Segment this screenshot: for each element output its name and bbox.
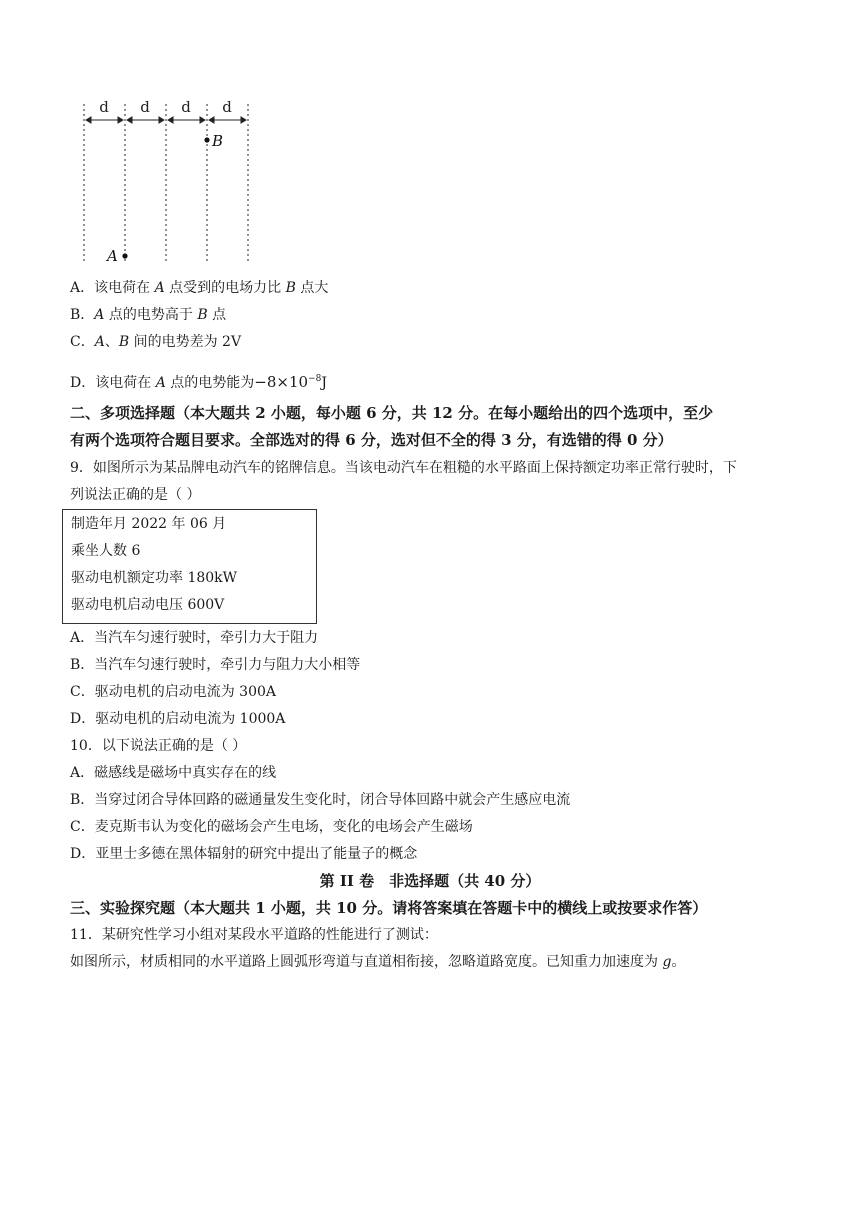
section3-title: 三、实验探究题（本大题共 1 小题，共 10 分。请将答案填在答题卡中的横线上或按要求作答） <box>70 899 708 917</box>
part2-title: 第 II 卷 非选择题（共 40 分） <box>319 872 541 890</box>
point-a <box>122 253 127 258</box>
q8-option-c: C．A、B 间的电势差为 2V <box>70 334 242 350</box>
q8-option-b: B．A 点的电势高于 B 点 <box>70 307 227 323</box>
q9-stem-line2: 列说法正确的是（ ） <box>70 487 201 503</box>
point-b <box>204 137 209 142</box>
nameplate-line: 乘坐人数 6 <box>71 543 141 559</box>
q11-line2: 如图所示，材质相同的水平道路上圆弧形弯道与直道相衔接，忽略道路宽度。已知重力加速度为 g。 <box>70 954 686 970</box>
q10-option-d: D．亚里士多德在黑体辐射的研究中提出了能量子的概念 <box>70 846 418 862</box>
nameplate-box <box>62 509 317 624</box>
q9-option-b: B．当汽车匀速行驶时，牵引力与阻力大小相等 <box>70 657 361 673</box>
spacing-label: d <box>222 98 232 116</box>
q8-option-d: D．该电荷在 A 点的电势能为$-8\times 10^{-8}J$ <box>70 373 327 391</box>
q10-option-a: A．磁感线是磁场中真实存在的线 <box>70 765 277 781</box>
q9-option-d: D．驱动电机的启动电流为 1000A <box>70 711 286 727</box>
q8-option-a: A．该电荷在 A 点受到的电场力比 B 点大 <box>70 280 329 296</box>
q10-stem: 10．以下说法正确的是（ ） <box>70 738 247 754</box>
spacing-label: d <box>99 98 109 116</box>
point-a-label: A <box>107 247 118 265</box>
q9-option-a: A．当汽车匀速行驶时，牵引力大于阻力 <box>70 630 319 646</box>
nameplate-line: 制造年月 2022 年 06 月 <box>71 516 227 532</box>
nameplate-line: 驱动电机启动电压 600V <box>71 597 225 613</box>
q10-option-b: B．当穿过闭合导体回路的磁通量发生变化时，闭合导体回路中就会产生感应电流 <box>70 792 571 808</box>
spacing-label: d <box>140 98 150 116</box>
equipotential-figure <box>78 96 258 266</box>
nameplate-line: 驱动电机额定功率 180kW <box>71 570 238 586</box>
q10-option-c: C．麦克斯韦认为变化的磁场会产生电场，变化的电场会产生磁场 <box>70 819 473 835</box>
q9-option-c: C．驱动电机的启动电流为 300A <box>70 684 276 700</box>
q9-stem-line1: 9．如图所示为某品牌电动汽车的铭牌信息。当该电动汽车在粗糙的水平路面上保持额定功率正常行驶时，下 <box>70 460 737 476</box>
point-b-label: B <box>212 132 224 150</box>
section2-title-line2: 有两个选项符合题目要求。全部选对的得 6 分，选对但不全的得 3 分，有选错的得 0 分） <box>70 431 673 449</box>
q11-stem: 11．某研究性学习小组对某段水平道路的性能进行了测试： <box>70 927 438 943</box>
section2-title-line1: 二、多项选择题（本大题共 2 小题，每小题 6 分，共 12 分。在每小题给出的四个选项中，至少 <box>70 404 714 422</box>
spacing-label: d <box>181 98 191 116</box>
